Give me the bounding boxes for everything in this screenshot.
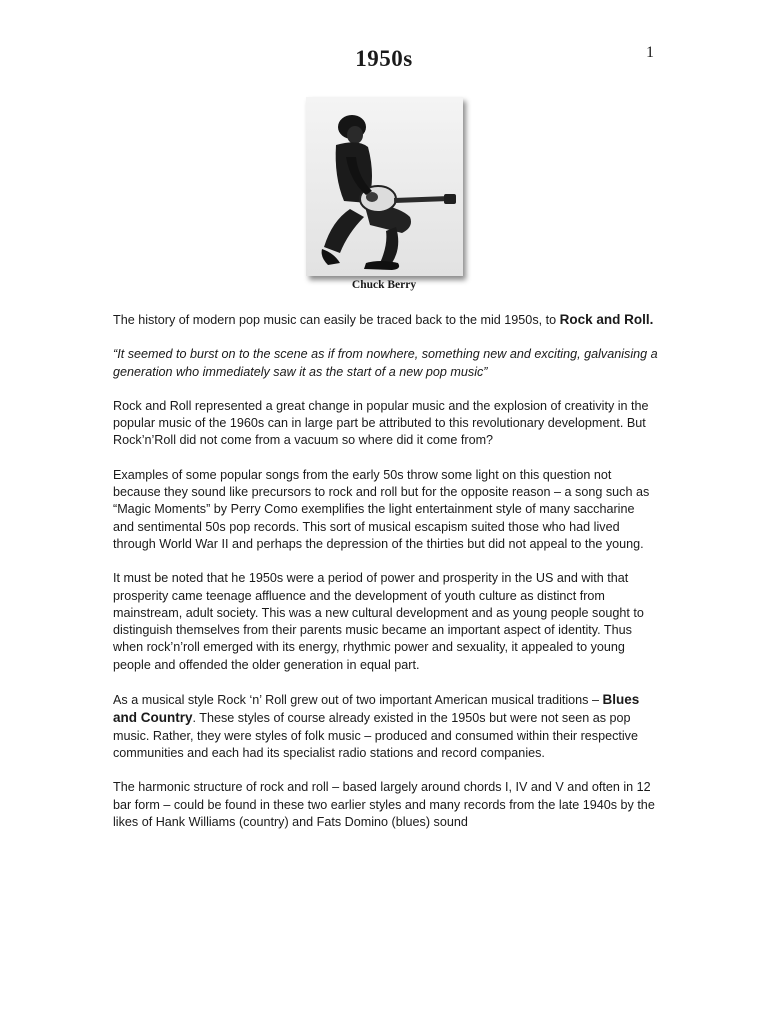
- paragraph-youth-culture: It must be noted that he 1950s were a period of power and prosperity in the US and with that prosperity came teenage affluence and the development of youth culture as distinct from mainstream, adult society. This was a new cultural development and as young people sought to distinguish themselves from their parents music became an important aspect of identity. Thus when rock’n’roll emerged with its energy, rhythmic power and sexuality, it appealed to young people and offended the older generation in equal part.: [113, 571, 644, 672]
- paragraph-early-50s: Examples of some popular songs from the early 50s throw some light on this question not because they sound like precursors to rock and roll but for the opposite reason – a song such as “Magic Moments” by Perry Como exemplifies the light entertainment style of many saccharine and sentimental 50s pop records. This sort of musical escapism suited those who had lived through World War II and perhaps the depression of the thirties but did not appeal to the young.: [113, 467, 650, 551]
- quote-paragraph: “It seemed to burst on to the scene as if from nowhere, something new and exciting, galvanising a generation who immediately saw it as the start of a new pop music”: [113, 347, 658, 379]
- page-title: 1950s: [355, 46, 413, 71]
- intro-text: The history of modern pop music can easily be traced back to the mid 1950s, to: [113, 313, 560, 327]
- intro-paragraph: [113, 311, 658, 329]
- chuck-berry-photo: [306, 97, 463, 276]
- traditions-text: As a musical style Rock ‘n’ Roll grew out of two important American musical traditions –: [113, 693, 603, 708]
- musician-with-guitar-image: [306, 97, 463, 276]
- page-number: 1: [646, 44, 654, 61]
- paragraph-origins: Rock and Roll represented a great change in popular music and the explosion of creativity in the popular music of the 1960s can in large part be attributed to this revolutionary development. But Rock’n’Roll did not come from a vacuum so where did it come from?: [113, 398, 649, 448]
- blues-and-country-term: Blues and Country: [113, 692, 640, 726]
- photo-caption: Chuck Berry: [351, 279, 417, 291]
- paragraph-harmonic-structure: The harmonic structure of rock and roll – based largely around chords I, IV and V and often in 12 bar form – could be found in these two earlier styles and many records from the late 1940s by the likes of Hank Williams (country) and Fats Domino (blues) sound: [113, 780, 655, 829]
- paragraph-traditions: [113, 691, 658, 762]
- rock-and-roll-term: Rock and Roll.: [559, 312, 654, 327]
- article-body: [113, 311, 658, 848]
- traditions-text-continued: . These styles of course already existed in the 1950s but were not seen as pop music. Rather, they were styles of folk music – produced and consumed within their respective communities and each had its specialist radio stations and record companies.: [113, 711, 638, 760]
